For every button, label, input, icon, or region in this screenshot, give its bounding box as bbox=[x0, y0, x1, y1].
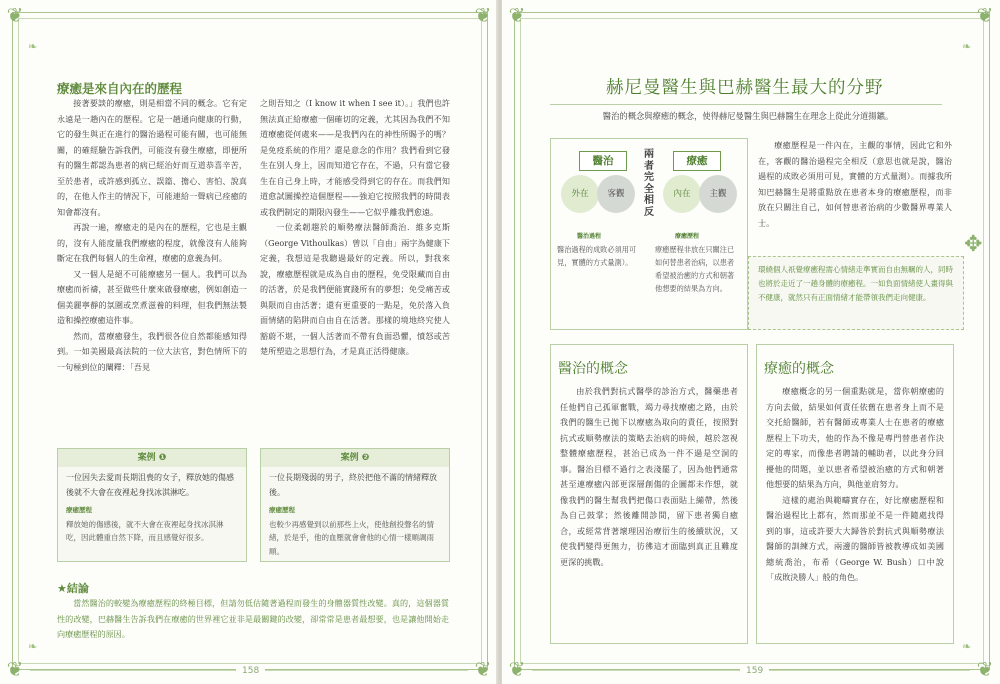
corner-ornament-icon: ❦ bbox=[508, 657, 526, 681]
healing-concept-title: 療癒的概念 bbox=[764, 361, 834, 377]
case-2-sub: 也較少再感覺到以前那些上火，使他創投聲名的情緒，於是乎，他的血壓就會會他的心情一樣順調雨順。 bbox=[269, 519, 434, 556]
healing-process-label: 療癒歷程 bbox=[675, 233, 700, 240]
quote-box bbox=[748, 256, 964, 330]
quote-text: 環繞個人祇覺療癒程需心情緒走準實而自由無羈的人，同時也將於走近了一趟身體的療癒程。一如負面情緒使人畫得與不健康，就然只有正面情緒才能帶領我們走向健康。 bbox=[758, 265, 953, 302]
cure-concept-text: 由於我們對抗式醫學的診治方式，醫藥患者任他們自己孤軍奮戰，竭力尋找療癒之路，由於我們的醫生已拋下以療癒為取向的責任，按照對抗式或順勢療法的策略去治病的時候，越於忽視整體療癒歷程，甚治已成為一件不過是空洞的事。醫治目標不過行之表淺罷了，因為他們通常甚至連療癒內部更深層創傷的企圖都未作想，就像我們的醫生幫我們把傷口表面貼上繃帶，然後為自己鼓掌；然後離開診間，留下患者獨自癒合，或經常背著壞理因治療衍生的後續狀況，又使我們變得更無力，彷彿這才面臨到真正且難度更深的挑戰。 bbox=[560, 386, 738, 567]
leaf-ornament-icon: ❧ bbox=[962, 640, 972, 653]
case-1-box bbox=[57, 448, 247, 562]
cure-process-text: 醫治過程的成敗必須用可見，實體的方式量測）。 bbox=[557, 245, 637, 267]
cure-tag: 醫治 bbox=[579, 151, 627, 171]
paragraph: 一位柔韌趨於的順勢療法醫師喬治．維多克斯（George Vithoulkas）曾以「自由」兩字為健康下定義，我想這是我聽過最好的定義。所以，對我來說，療癒歷程就是成為自由的歷程，免受限藏而自由的活著，於是我們便能實踐所有的夢想；免受痛苦或與限而自由活著；還有更重要的一點是，免於落入負面情緒的陷阱而自由自在活著。那樣的境地終究使人豁蔚不堪，一個人活著而不帶有負面恐懼，憤怒或苦楚所塑造之思想行為，才是真正活得健康。 bbox=[260, 222, 450, 356]
case-1-title: 案例 ❶ bbox=[58, 449, 246, 467]
case-1-body: 一位因失去愛而長期沮喪的女子，釋放她的傷感後就不大會在夜裡起身找冰淇淋吃。 bbox=[66, 473, 234, 497]
right-page bbox=[502, 0, 1000, 684]
case-2-box bbox=[260, 448, 450, 562]
page-subtitle: 醫治的概念與療癒的概念，使得赫尼曼醫生與巴赫醫生在理念上從此分道揚鑣。 bbox=[602, 111, 894, 121]
case-2-title: 案例 ❷ bbox=[261, 449, 449, 467]
case-2-label: 療癒歷程 bbox=[269, 506, 295, 514]
title-underline bbox=[550, 104, 942, 105]
corner-ornament-icon: ❦ bbox=[976, 3, 994, 27]
page-number bbox=[236, 666, 265, 676]
left-column-2 bbox=[260, 96, 450, 360]
side-flourish-icon: ✥ bbox=[964, 232, 983, 257]
corner-ornament-icon: ❦ bbox=[508, 3, 526, 27]
page-number bbox=[740, 666, 769, 676]
paragraph: 再說一遍，療癒走的是內在的歷程，它也是主觀的，沒有人能度量我們療癒的程度，就像沒有人能夠斷定在我們每個人的生命裡，療癒的意義為何。 bbox=[57, 222, 247, 263]
section-title: 療癒是來自內在的歷程 bbox=[57, 81, 183, 96]
opposite-label: 兩者完全相反 bbox=[644, 149, 654, 218]
cure-process-label: 醫治過程 bbox=[577, 233, 602, 240]
paragraph: 療癒歷程是一件內在，主觀的事情，因此它和外在，客觀的醫治過程完全相反（意思也就是說，醫治過程的成敗必須用可見，實體的方式量測）。而據我所知巴赫醫生是將重點放在患者本身的療癒歷程，而非放在只關注自己，如何替患者治病的少數醫界專業人士。 bbox=[758, 140, 952, 228]
comparison-diagram bbox=[550, 138, 748, 330]
paragraph: 接著要談的療癒，則是相當不同的概念。它有定永遠是一趟內在的歷程。它是一趟通向健康的行動，它的發生與正在進行的醫治過程可能有關，也可能無關，的確經驗告訴我們，可能沒有發生療癒，即便所有的醫生都認為患者的病已經治好而互道恭喜辛苦，至於患者，或許感到孤立、誤篇、擔心、害怕、說真的，在他人作主的情況下，可能連給一聲病已痊癒的知會都沒有。 bbox=[57, 98, 247, 217]
page-title: 赫尼曼醫生與巴赫醫生最大的分野 bbox=[606, 78, 884, 98]
paragraph: 然而，當療癒發生，我們很各位自然都能感知得到。一如美國最高法院的一位大法官，對色情所下的一句極到位的闡釋：「吾見 bbox=[57, 330, 247, 372]
paragraph: 又一個人是絕不可能療癒另一個人。我們可以為療癒而祈禱，甚至做些什麼來啟發療癒，例如創造一個美麗寧靜的氛圍或烹煮滋養的料理，但我們無法製造和操控療癒這件事。 bbox=[57, 268, 247, 325]
leaf-ornament-icon: ❧ bbox=[962, 40, 972, 53]
corner-ornament-icon: ❦ bbox=[474, 3, 492, 27]
paragraph: 這樣的處治與範疇實存在，好比療癒歷程和醫治過程比上都有，然而那並不是一件隨處找得到的事，這或許要大大歸咎於對抗式與順勢療法醫師的訓練方式，兩邊的醫師皆被教導成如美國總統喬治，布希（George W. Bush）口中說「成敗決勝人」般的角色。 bbox=[766, 494, 944, 582]
corner-ornament-icon: ❦ bbox=[474, 657, 492, 681]
conclusion-title: ★結論 bbox=[57, 582, 89, 595]
paragraph: 療癒概念的另一個重點就是，當你朝療癒的方向去做，結果如何責任依舊在患者身上而不是交托給醫師，若有醫師或專業人士在患者的療癒歷程上下功夫，他的作為不像是專門替患者作決定的專家，而像患者聘請的輔助者，以此身分回擾他的問題，並以患者希望被治癒的方式和朝著他想要的結果為方向，與他並肩努力。 bbox=[766, 386, 944, 489]
healing-process-text: 療癒歷程非放在只關注已如何替患者治病，以患者希望被治癒的方式和朝著他想要的結果為方向。 bbox=[655, 245, 735, 293]
objective-circle: 客觀 bbox=[597, 175, 635, 213]
paragraph: 之則吾知之（I know it when I see it）。」我們也許無法真正給療癒一個確切的定義，尤其因為我們不知道療癒從何處來——是我們內在的神性所賜予的嗎？是免疫系統的作用？還是意念的作用？我們看到它發生在別人身上，因而知道它存在，不過，只有當它發生在自己身上時，才能感受得到它的存在。而我們知道愈試圖操控這個歷程——強迫它按照我們的時間表或我們制定的期限內發生——它似乎離我們愈遠。 bbox=[260, 98, 450, 217]
left-column-1 bbox=[57, 96, 247, 375]
left-page bbox=[0, 0, 498, 684]
page-number-text: 159 bbox=[740, 666, 769, 676]
leaf-ornament-icon: ❧ bbox=[28, 40, 38, 53]
corner-ornament-icon: ❦ bbox=[976, 657, 994, 681]
leaf-ornament-icon: ❧ bbox=[28, 640, 38, 653]
external-circle: 外在 bbox=[561, 175, 599, 213]
healing-concept-body bbox=[766, 384, 944, 586]
corner-ornament-icon: ❦ bbox=[6, 3, 24, 27]
case-1-label: 療癒歷程 bbox=[66, 506, 92, 514]
cure-concept-title: 醫治的概念 bbox=[558, 361, 628, 377]
healing-tag: 療癒 bbox=[673, 151, 721, 171]
case-1-sub: 釋放她的傷感後，就不大會在夜裡起身找冰淇淋吃，因此體重自然下降，而且感覺好很多。 bbox=[66, 519, 224, 542]
conclusion-text: 當然醫治的較變為療癒歷程的終極目標，但請勿低估隨著過程而發生的身體器質性改變。真的，這個器質性的改變，巴赫醫生告訴我們在療癒的世界裡它並非是最關鍵的改變，卻常常是患者最想要，也是讓他開始走向療癒歷程的原因。 bbox=[57, 598, 449, 639]
corner-ornament-icon: ❦ bbox=[6, 657, 24, 681]
internal-circle: 內在 bbox=[663, 175, 701, 213]
page-number-text: 158 bbox=[236, 666, 265, 676]
case-2-body: 一位長期殘弱的男子，終於把他不滿的情緒釋放後。 bbox=[269, 473, 437, 497]
subjective-circle: 主觀 bbox=[699, 175, 737, 213]
